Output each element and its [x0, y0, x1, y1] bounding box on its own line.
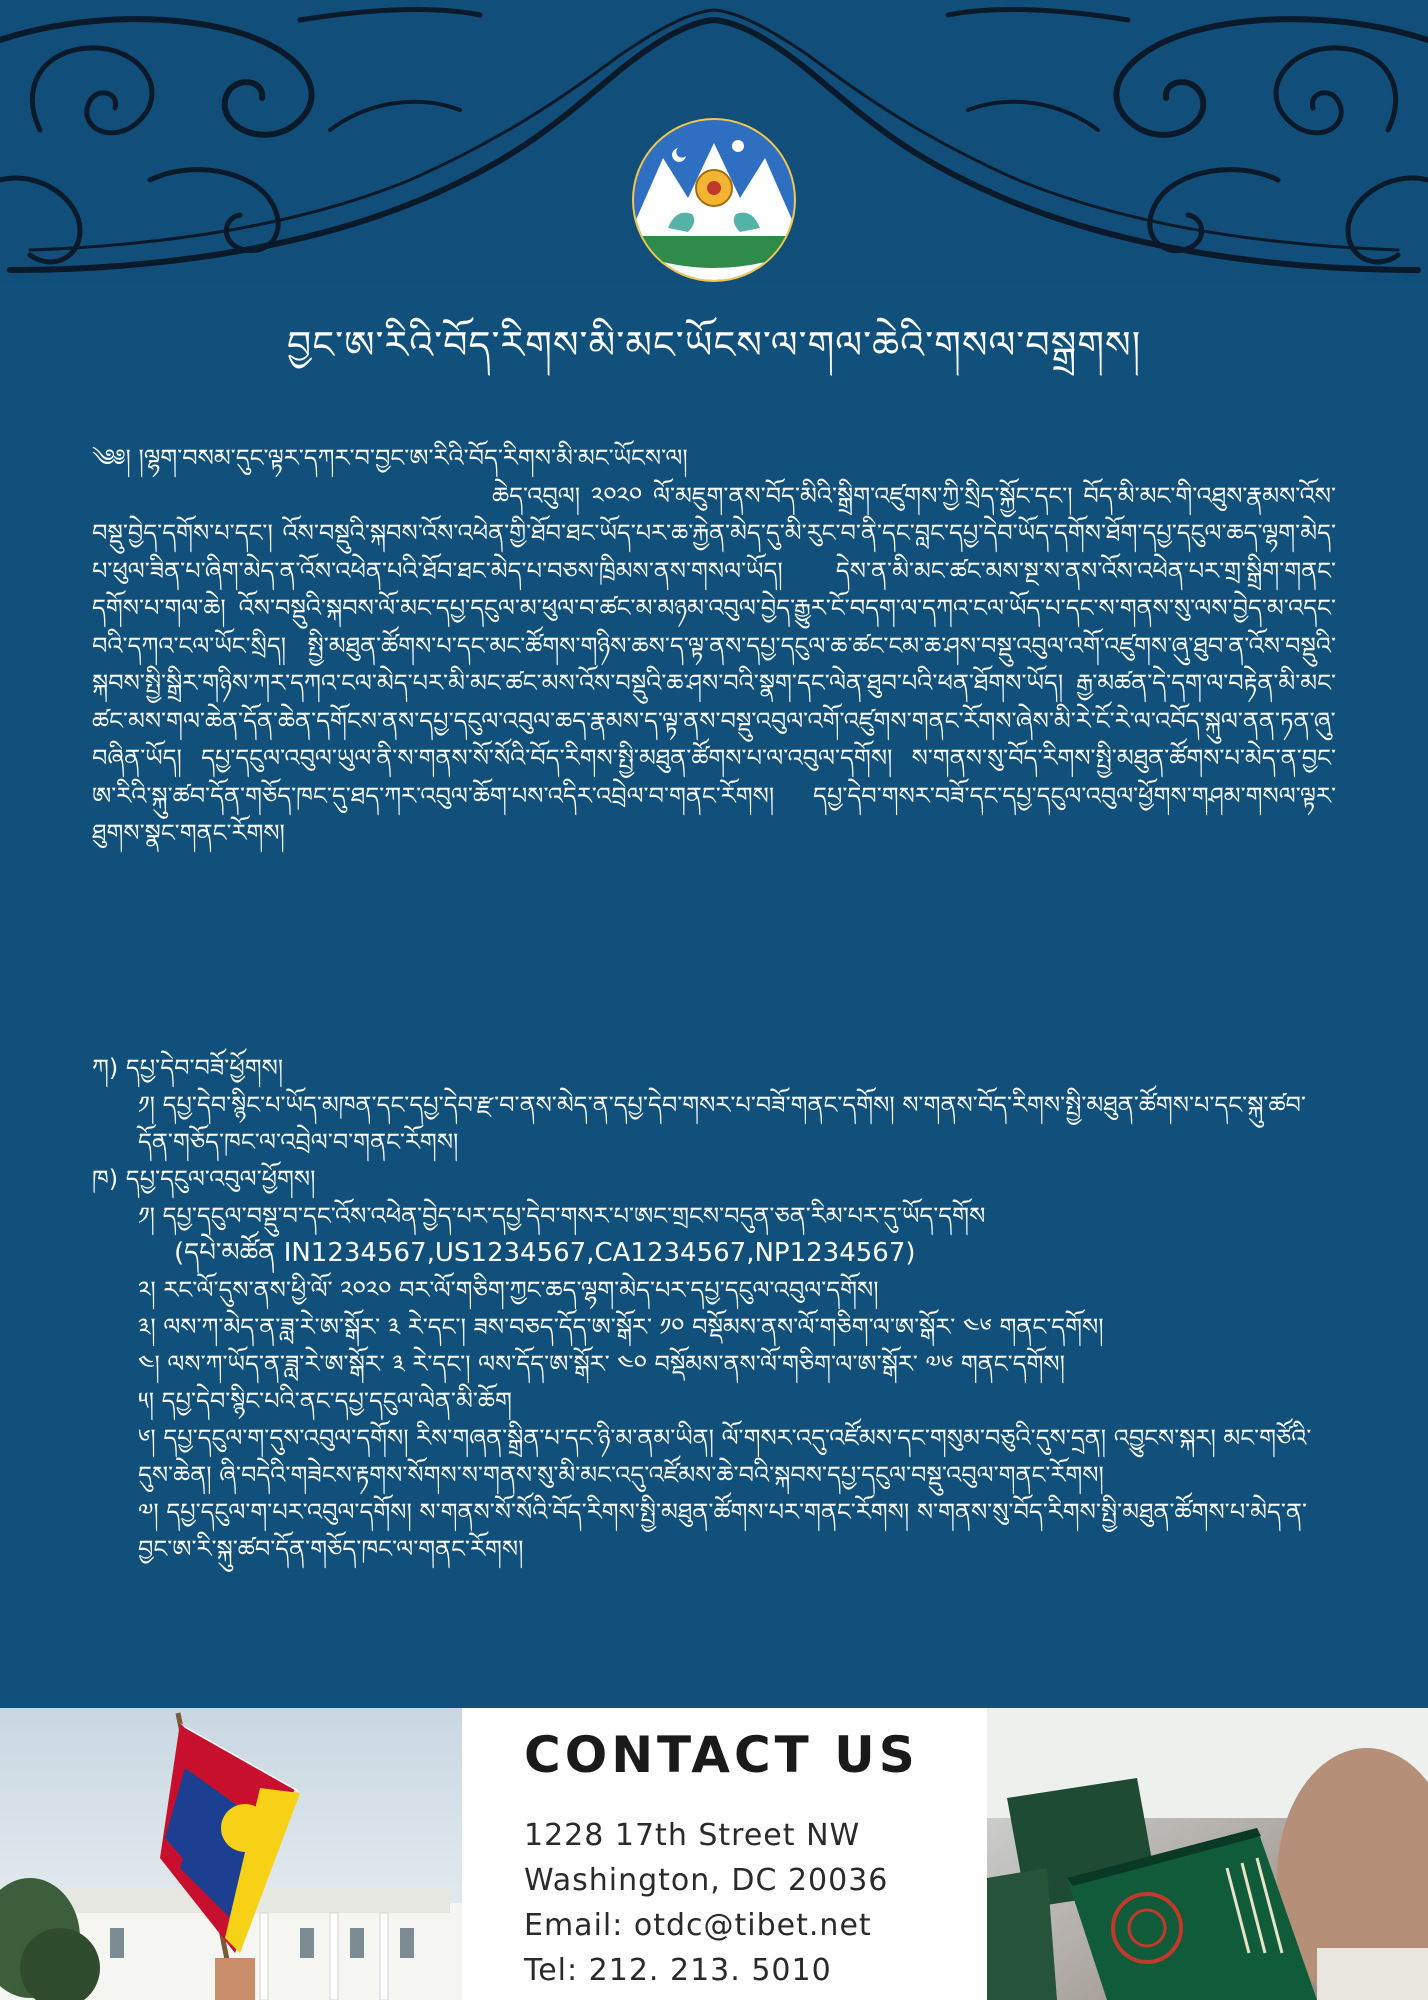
section-item: ༦། དཔྱ་དངུལ་ག་དུས་འབུལ་དགོས། རིས་གཞན་སྒྲིན་པ་དང་ཉི་མ་ནམ་ཡིན། ལོ་གསར་འདུ་འཛོམས་དང་གསུམ་བཅུའི་དུས་དྲན། འབྱུངས་སྐར། མང་གཙོའི་དུས་ཆེན། ཞི་བདེའི་གཟེངས་རྟགས་སོགས་ས་གནས་སུ་མི་མང་འདུ་འཛོམས་ཆེ་བའི་སྐབས་དཔྱ་དངུལ་བསྡུ་འབུལ་གནང་རོགས། [138, 1424, 1312, 1489]
section-item: ༡། དཔྱ་དེབ་སྙིང་པ་ཡོད་མཁན་དང་དཔྱ་དེབ་རྫ་བ་ནས་མེད་ན་དཔྱ་དེབ་གསར་པ་བཟོ་གནང་དགོས། ས་གནས་བོད་རིགས་སྤྱི་མཐུན་ཚོགས་པ་དང་སྐུ་ཚབ་དོན་གཅོད་ཁང་ལ་འབྲེལ་བ་གནང་རོགས། [138, 1091, 1306, 1156]
example-note: (དཔེ་མཚོན IN1234567,US1234567,CA1234567,NP1234567) [174, 1238, 916, 1268]
contact-card [462, 1708, 987, 2000]
email-link[interactable]: Email: otdc@tibet.net [524, 1908, 872, 1943]
footer [0, 1708, 1428, 2000]
green-book-photo [987, 1708, 1428, 2000]
address-line-1: 1228 17th Street NW [524, 1818, 861, 1853]
greeting: ༄༅། །ལྷག་བསམ་དུང་ལྟར་དཀར་བ་བྱང་ཨ་རིའི་བོད་རིགས་མི་མང་ཡོངས་ལ། [92, 444, 688, 472]
section-item: ༢། རང་ལོ་དུས་ནས་ཕྱི་ལོ་ ༢༠༢༠ བར་ལོ་གཅིག་ཀྱང་ཆད་ལྷག་མེད་པར་དཔྱ་དངུལ་འབུལ་དགོས། [138, 1276, 879, 1304]
section-item: ༥། དཔྱ་དེབ་སྙིང་པའི་ནང་དཔྱ་དངུལ་ལེན་མི་ཆོག [138, 1387, 512, 1415]
intro-block [92, 440, 1336, 853]
intro-paragraph: ཆེད་འབུལ། ༢༠༢༠ ལོ་མཇུག་ནས་བོད་མིའི་སྒྲིག་འཛུགས་ཀྱི་སྲིད་སྐྱོང་དང་། བོད་མི་མང་གི་འཐུས་རྣམས་འོས་བསྡུ་བྱེད་དགོས་པ་དང་། འོས་བསྡུའི་སྐབས་འོས་འཕེན་གྱི་ཐོབ་ཐང་ཡོད་པར་ཆ་རྐྱེན་མེད་དུ་མི་རུང་བ་ནི་དང་བླང་དཔྱ་དེབ་ཡོད་དགོས་ཐོག་དཔྱ་དངུལ་ཆད་ལྷག་མེད་པ་ཕུལ་ཟིན་པ་ཞིག་མེད་ན་འོས་འཕེན་པའི་ཐོབ་ཐང་མེད་པ་བཅས་ཁྲིམས་ནས་གསལ་ཡོད། དེས་ན་མི་མང་ཚང་མས་སྔ་ས་ནས་འོས་འཕེན་པར་གྲ་སྒྲིག་གནང་དགོས་པ་གལ་ཆེ། འོས་བསྡུའི་སྐབས་ལོ་མང་དཔྱ་དངུལ་མ་ཕུལ་བ་ཚང་མ་མཉམ་འབུལ་བྱེད་རྒྱུར་ངོ་བདག་ལ་དཀའ་ངལ་ཡོད་པ་དང་ས་གནས་སུ་ལས་བྱེད་མ་འདང་བའི་དཀའ་ངལ་ཡོང་སྲིད། སྤྱི་མཐུན་ཚོགས་པ་དང་མང་ཚོགས་གཉིས་ཆས་ད་ལྟ་ནས་དཔྱ་དངུལ་ཆ་ཚང་ངམ་ཆ་ཤས་བསྡུ་འབུལ་འགོ་འཛུགས་ཞུ་ཐུབ་ན་འོས་བསྡུའི་སྐབས་སྤྱི་སྒྲིར་གཉིས་ཀར་དཀའ་ངལ་མེད་པར་མི་མང་ཚང་མས་འོས་བསྡུའི་ཆ་ཤས་བའི་སྣག་དང་ལེན་ཐུབ་པའི་ཕན་ཐོགས་ཡོད། རྒྱ་མཚན་དེ་དག་ལ་བརྟེན་མི་མང་ཚང་མས་གལ་ཆེན་དོན་ཆེན་དགོངས་ནས་དཔྱ་དངུལ་འབུལ་ཆད་རྣམས་ད་ལྟ་ནས་བསྡུ་འབུལ་འགོ་འཛུགས་གནང་རོགས་ཞེས་མི་རེ་ངོ་རེ་ལ་འབོད་སྐུལ་ནན་ཏན་ཞུ་བཞིན་ཡོད། དཔྱ་དངུལ་འབུལ་ཡུལ་ནི་ས་གནས་སོ་སོའི་བོད་རིགས་སྤྱི་མཐུན་ཚོགས་པ་ལ་འབུལ་དགོས། ས་གནས་སུ་བོད་རིགས་སྤྱི་མཐུན་ཚོགས་པ་མེད་ན་བྱང་ཨ་རིའི་སྐུ་ཚབ་དོན་གཅོད་ཁང་དུ་ཐད་ཀར་འབུལ་ཆོག་པས་འདིར་འབྲེལ་བ་གནང་རོགས། དཔྱ་དེབ་གསར་བཟོ་དང་དཔྱ་དངུལ་འབུལ་ཕྱོགས་གཤམ་གསལ་ལྟར་ཐུགས་སྣང་གནང་རོགས། [92, 481, 1336, 847]
section-heading: ཀ) དཔྱ་དེབ་བཟོ་ཕྱོགས། [92, 1054, 284, 1082]
sections-block [92, 1050, 1336, 1568]
tibetan-flag-white-house-photo [0, 1708, 462, 2000]
address-line-2: Washington, DC 20036 [524, 1863, 889, 1898]
section-item: ༤། ལས་ཀ་ཡོད་ན་ཟླ་རེ་ཨ་སྒོར་ ༣ རེ་དང་། ལས་དོད་ཨ་སྒོར་ ༤༠ བསྡོམས་ནས་ལོ་གཅིག་ལ་ཨ་སྒོར་ ༧༦ གནང་དགོས། [138, 1350, 1065, 1378]
section-heading: ཁ) དཔྱ་དངུལ་འབུལ་ཕྱོགས། [92, 1165, 316, 1193]
section-item: ༡། དཔྱ་དངུལ་བསྡུ་བ་དང་འོས་འཕེན་བྱེད་པར་དཔྱ་དེབ་གསར་པ་ཨང་གྲངས་བདུན་ཅན་རིམ་པར་དུ་ཡོད་དགོས [138, 1202, 986, 1230]
page-title: བྱང་ཨ་རིའི་བོད་རིགས་མི་མང་ཡོངས་ལ་གལ་ཆེའི་གསལ་བསྒྲགས། [286, 323, 1142, 367]
section-item: ༧། དཔྱ་དངུལ་ག་པར་འབུལ་དགོས། ས་གནས་སོ་སོའི་བོད་རིགས་སྤྱི་མཐུན་ཚོགས་པར་གནང་རོགས། ས་གནས་སུ་བོད་རིགས་སྤྱི་མཐུན་ཚོགས་པ་མེད་ན་བྱང་ཨ་རི་སྐུ་ཚབ་དོན་གཅོད་ཁང་ལ་གནང་རོགས། [138, 1498, 1307, 1563]
contact-title: CONTACT US [524, 1726, 919, 1784]
phone-number[interactable]: Tel: 212. 213. 5010 [524, 1953, 832, 1988]
tibet-emblem-icon [628, 118, 800, 286]
section-item: ༣། ལས་ཀ་མེད་ན་ཟླ་རེ་ཨ་སྒོར་ ༣ རེ་དང་། ཟས་བཅད་དོད་ཨ་སྒོར་ ༡༠ བསྡོམས་ནས་ལོ་གཅིག་ལ་ཨ་སྒོར་ ༤༦ གནང་དགོས། [138, 1313, 1104, 1341]
header-banner [0, 0, 1428, 282]
